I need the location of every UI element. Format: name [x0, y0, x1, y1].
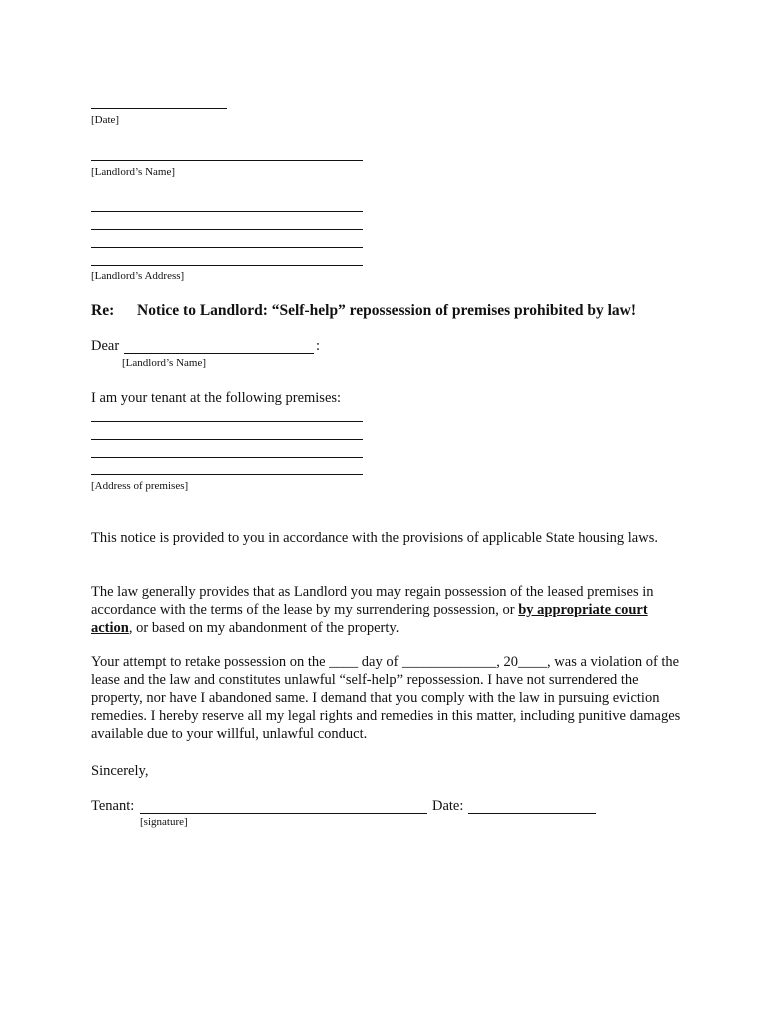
subject-title: Notice to Landlord: “Self-help” repossession of premises prohibited by law!: [137, 302, 637, 319]
possession-text-end: , or based on my abandonment of the property.: [128, 620, 400, 636]
dear-colon: :: [316, 338, 321, 354]
landlord-name-line[interactable]: [91, 160, 363, 161]
dear-name-label: [Landlord’s Name]: [122, 357, 206, 369]
signature-label: [signature]: [140, 816, 188, 828]
closing-date-label: Date:: [432, 798, 464, 814]
premises-line-1[interactable]: [91, 421, 363, 422]
re-label: Re:: [91, 302, 115, 319]
premises-line-2[interactable]: [91, 439, 363, 440]
premises-line-3[interactable]: [91, 457, 363, 458]
tenant-signature-line[interactable]: [140, 813, 427, 814]
court-action-emphasis: by appropriate court action: [91, 602, 648, 636]
possession-text-start: The law generally provides that as Landlord you may regain possession of the leased premises in accordance with the terms of the lease by my surrendering possession, or: [91, 584, 654, 618]
date-line[interactable]: [91, 108, 227, 109]
paragraph-violation: Your attempt to retake possession on the ____ day of _____________, 20____, was a violation of the lease and the law and constitutes unlawful “self-help” repossession. I have not surrendered the property, nor have I abandoned same. I demand that you comply with the law in pursuing eviction remedies. I hereby reserve all my legal rights and remedies in this matter, including punitive damages available due to your willful, unlawful conduct.: [91, 654, 681, 742]
landlord-address-line-1[interactable]: [91, 211, 363, 212]
salutation: [91, 337, 119, 355]
dear-name-line[interactable]: [124, 353, 314, 354]
paragraph-state-laws: This notice is provided to you in accordance with the provisions of applicable State housing laws.: [91, 530, 658, 546]
premises-line-4[interactable]: [91, 474, 363, 475]
date-label: [Date]: [91, 114, 120, 126]
landlord-name-label: [Landlord’s Name]: [91, 166, 175, 178]
landlord-address-line-3[interactable]: [91, 247, 363, 248]
landlord-address-line-2[interactable]: [91, 229, 363, 230]
paragraph-possession: [91, 583, 681, 637]
landlord-address-line-4[interactable]: [91, 265, 363, 266]
tenant-label: Tenant:: [91, 798, 135, 814]
landlord-address-label: [Landlord’s Address]: [91, 270, 185, 282]
premises-intro: I am your tenant at the following premises:: [91, 390, 342, 406]
dear-word: Dear: [91, 338, 120, 354]
closing-date-line[interactable]: [468, 813, 596, 814]
premises-address-label: [Address of premises]: [91, 480, 189, 492]
sincerely: Sincerely,: [91, 763, 149, 779]
